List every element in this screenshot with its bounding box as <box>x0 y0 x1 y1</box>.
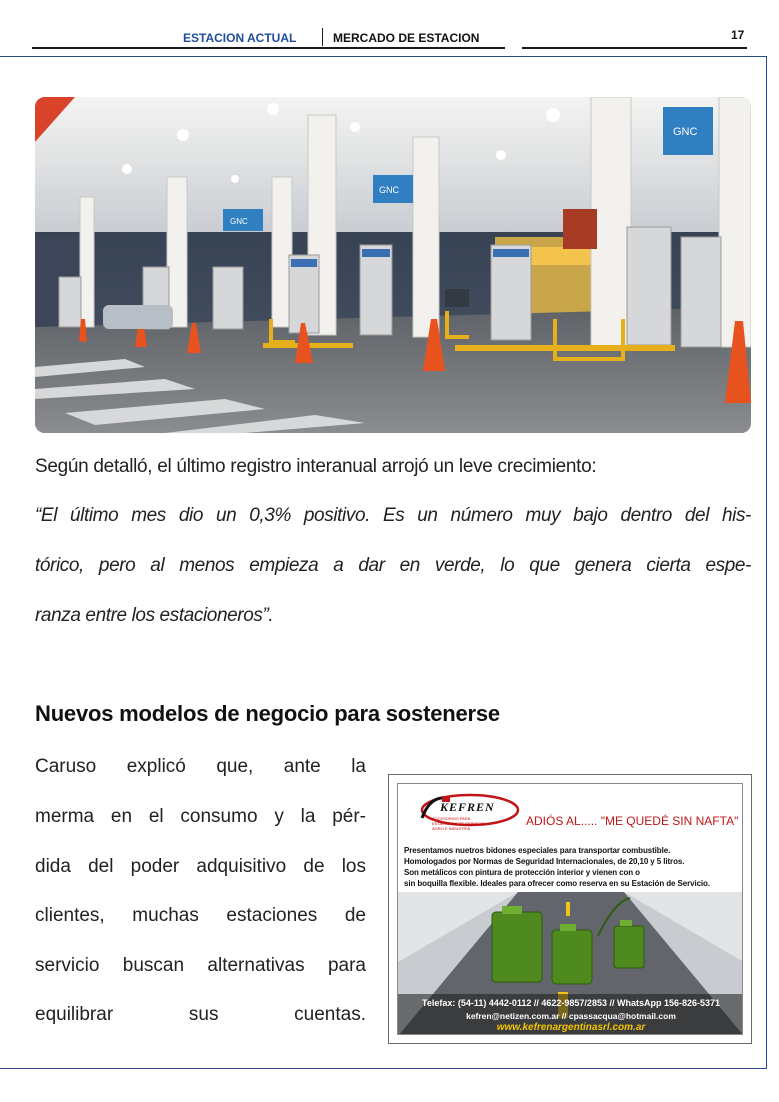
column-line: dida del poder adquisitivo de los <box>35 856 366 877</box>
gnc-sign-text-3: GNC <box>673 126 698 138</box>
column-line: clientes, muchas estaciones de <box>35 905 366 926</box>
page-number: 17 <box>731 28 745 42</box>
header-rule-left <box>32 47 505 49</box>
page-frame-top <box>0 56 766 57</box>
header-rule-right <box>522 47 747 49</box>
ad-website-link[interactable]: www.kefrenargentinasrl.com.ar <box>496 1022 646 1033</box>
ad-slogan: ADIÓS AL..... "ME QUEDÉ SIN NAFTA" <box>526 814 739 828</box>
ad-text-line: Son metálicos con pintura de protección interior y vienen con o <box>404 868 640 877</box>
ad-content <box>397 783 743 1035</box>
page-frame-bottom <box>0 1068 767 1069</box>
ad-brand-sub: ACCESORIOS PARA ESTACIONES DE SERVICIO AGRO E INDUSTRIA <box>432 816 485 831</box>
ad-contact-email: kefren@netizen.com.ar // cpassacqua@hotmail.com <box>466 1011 676 1021</box>
section-heading: Nuevos modelos de negocio para sostenerse <box>35 701 500 726</box>
section-title: ESTACION ACTUAL <box>183 31 297 45</box>
quote-line-3: ranza entre los estacioneros”. <box>35 605 274 626</box>
column-line: merma en el consumo y la pér- <box>35 806 366 827</box>
column-line: equilibrar sus cuentas. <box>35 1004 366 1025</box>
kefren-advertisement[interactable] <box>388 774 752 1044</box>
ad-text-line: Homologados por Normas de Seguridad Internacionales, de 20,10 y 5 litros. <box>404 857 685 866</box>
gas-station-photo <box>35 97 751 433</box>
ad-text-line: Presentamos nuetros bidones especiales para transportar combustible. <box>404 846 671 855</box>
paragraph-intro: Según detalló, el último registro interanual arrojó un leve crecimiento: <box>35 456 597 477</box>
gnc-sign-text: GNC <box>230 217 248 226</box>
column-line: Caruso explicó que, ante la <box>35 756 366 777</box>
quote-line-1: “El último mes dio un 0,3% positivo. Es un número muy bajo dentro del his- <box>35 505 751 526</box>
ad-contact-phone: Telefax: (54-11) 4442-0112 // 4622-9857/2853 // WhatsApp 156-826-5371 <box>421 998 720 1008</box>
ad-text-line: sin boquilla flexible. Ideales para ofrecer como reserva en su Estación de Servicio. <box>404 879 710 888</box>
ad-brand: KEFREN <box>440 800 495 814</box>
subsection-title: MERCADO DE ESTACION <box>333 31 480 45</box>
header-separator <box>322 28 323 46</box>
page-frame-right <box>766 56 767 1068</box>
quote-line-2: tórico, pero al menos empieza a dar en verde, lo que genera cierta espe- <box>35 555 751 576</box>
gnc-sign-text-2: GNC <box>379 185 399 195</box>
column-line: servicio buscan alternativas para <box>35 955 366 976</box>
